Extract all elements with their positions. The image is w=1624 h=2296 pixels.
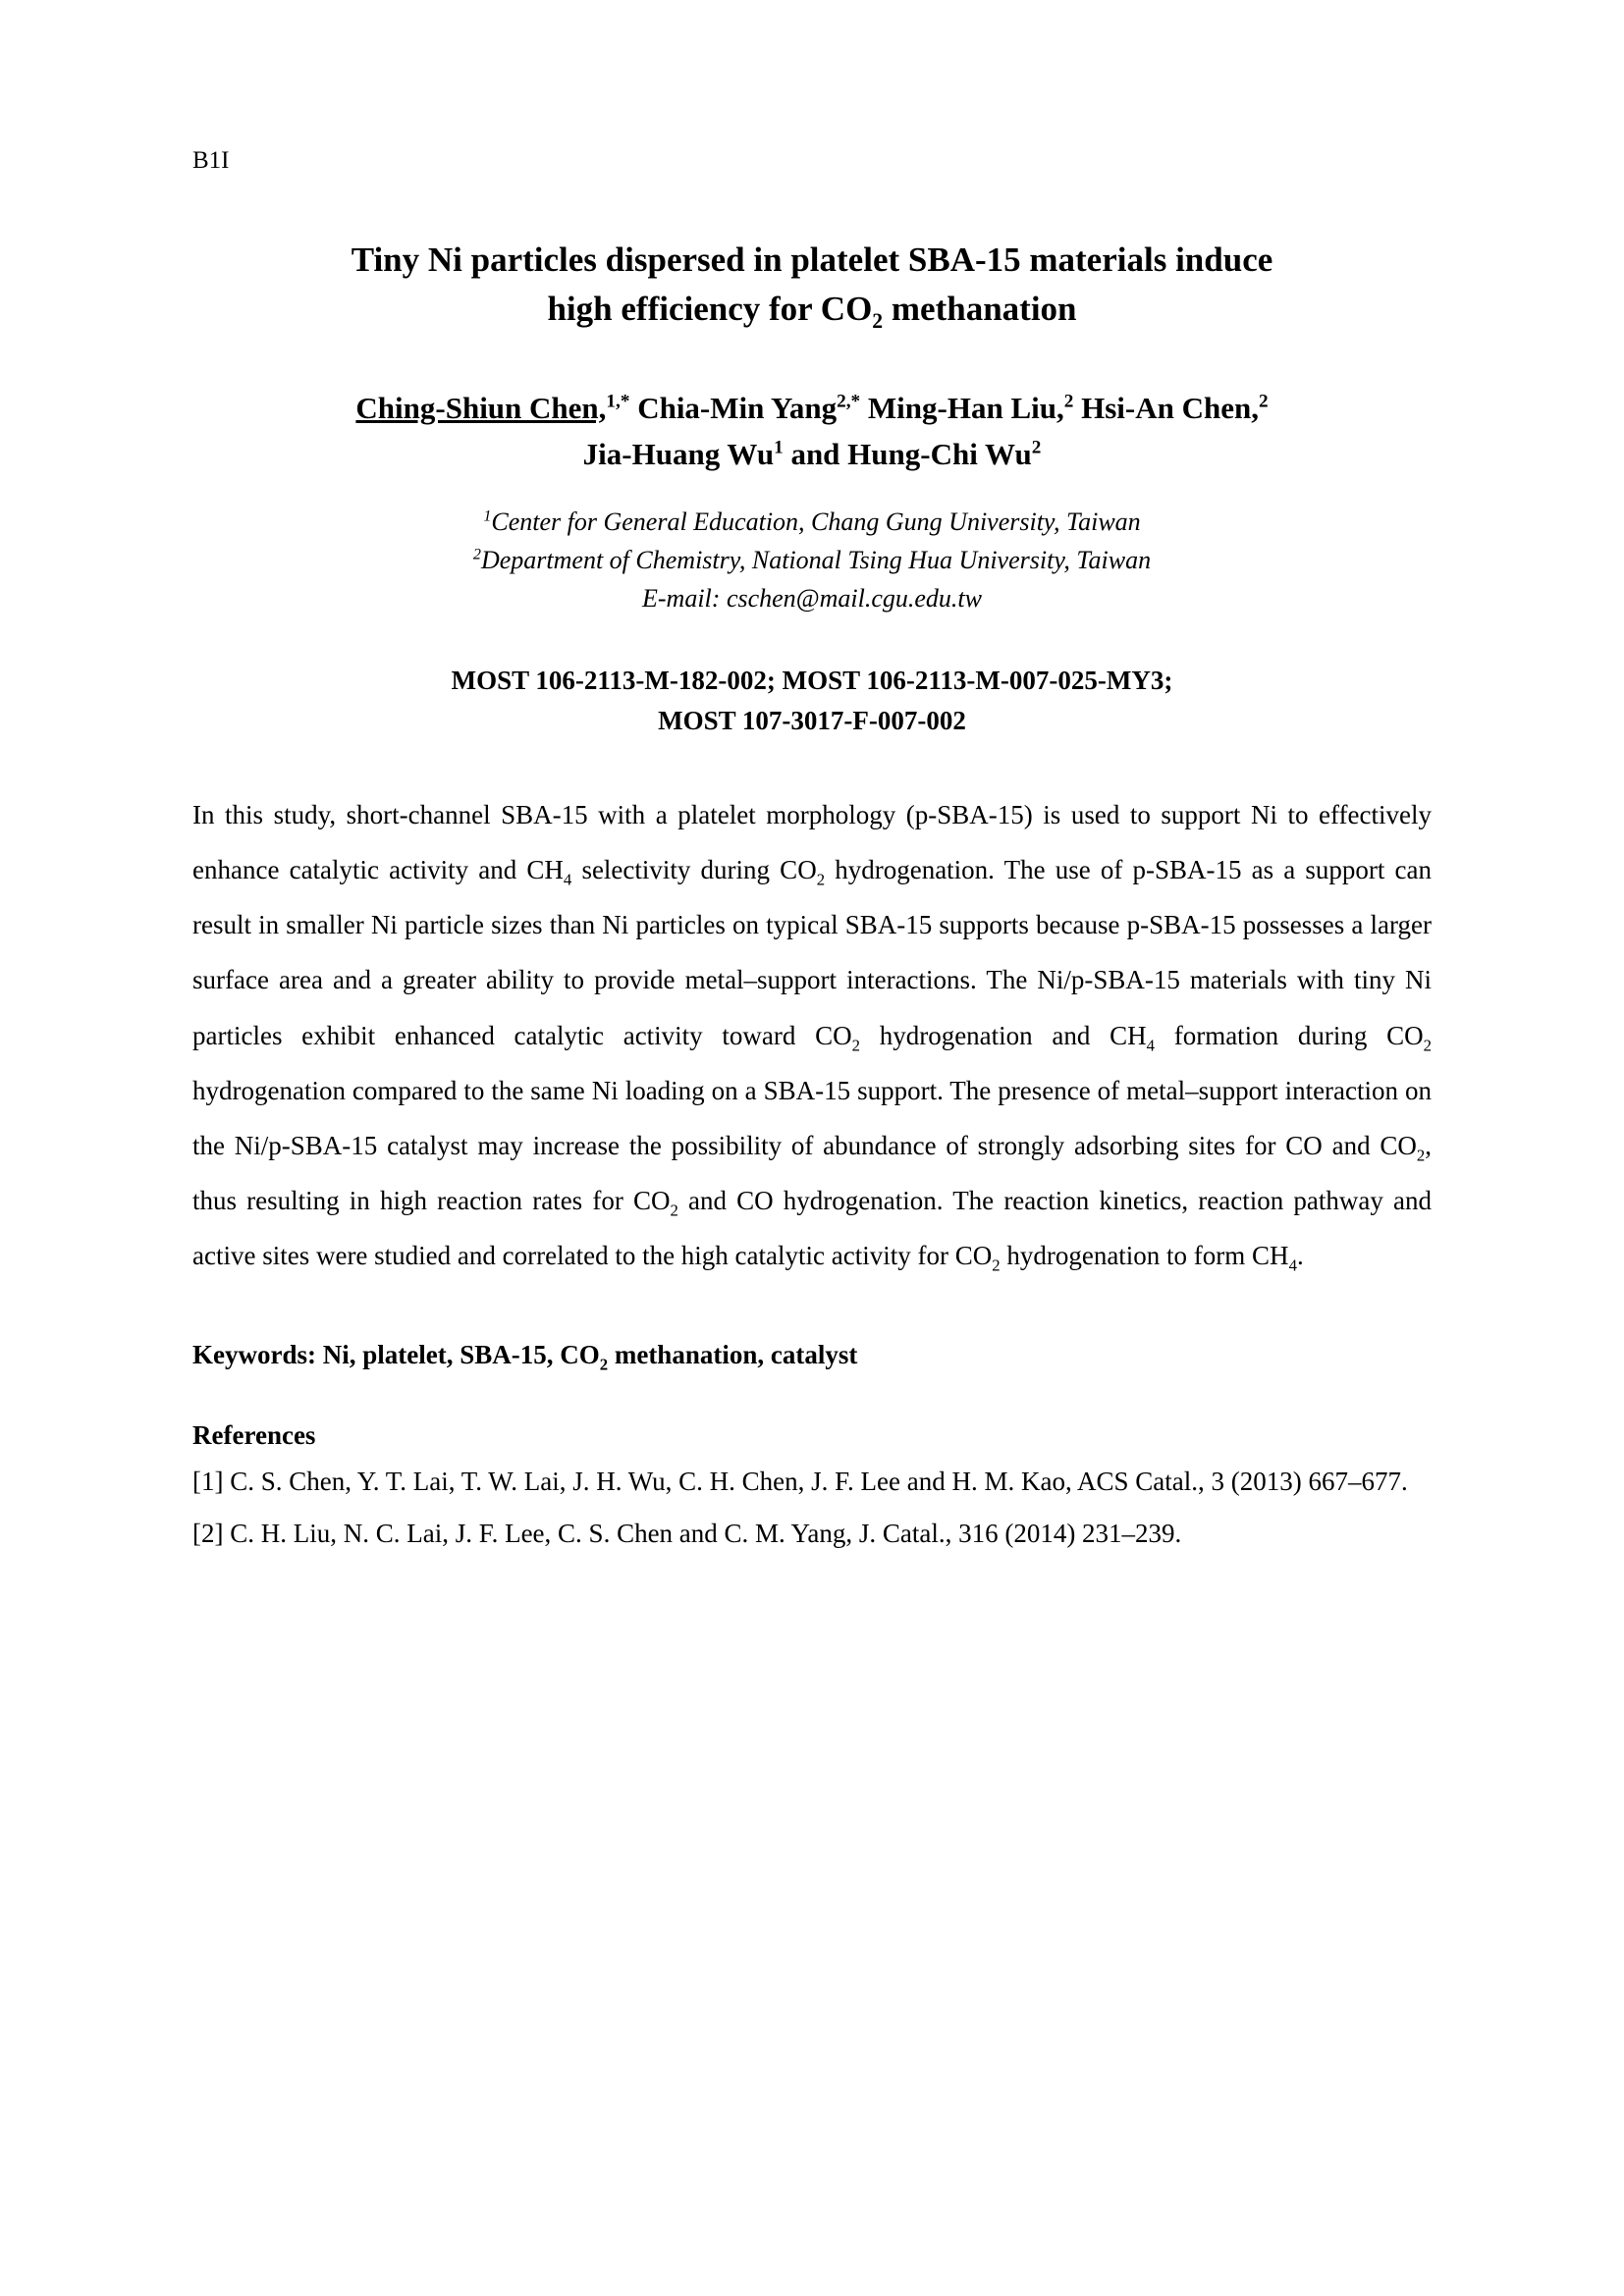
page-corner-label: B1I — [192, 147, 230, 174]
reference-item-2: [2] C. H. Liu, N. C. Lai, J. F. Lee, C. S. Chen and C. M. Yang, J. Catal., 316 (2014) 231–239. — [192, 1519, 1182, 1549]
keywords-sub: 2 — [599, 1355, 609, 1374]
page-title — [232, 236, 1392, 336]
abstract-sub-5: 2 — [1423, 1036, 1432, 1055]
affiliation-1-text: Center for General Education, Chang Gung University, Taiwan — [491, 507, 1141, 536]
affiliation-1-mark: 1 — [483, 507, 492, 525]
contact-email[interactable]: E-mail: cschen@mail.cgu.edu.tw — [642, 584, 982, 613]
affiliation-2-mark: 2 — [472, 546, 481, 563]
affiliation-1 — [192, 503, 1432, 541]
keywords-pre: Keywords: Ni, platelet, SBA-15, CO — [192, 1340, 600, 1370]
abstract-sub-3: 2 — [851, 1036, 860, 1055]
abstract-seg-2: selectivity during CO — [571, 855, 817, 885]
grant-line-1: MOST 106-2113-M-182-002; MOST 106-2113-M-007-025-MY3; — [451, 666, 1173, 695]
affiliation-2 — [192, 541, 1432, 579]
title-line-1: Tiny Ni particles dispersed in platelet SBA-15 materials induce — [351, 240, 1273, 279]
abstract-seg-4: hydrogenation and CH — [859, 1020, 1147, 1050]
author-6-affiliation-mark: 2 — [1031, 437, 1042, 458]
title-line-2-post: methanation — [883, 290, 1077, 329]
affiliation-2-text: Department of Chemistry, National Tsing Hua University, Taiwan — [480, 546, 1152, 574]
author-5-name: Jia-Huang Wu — [582, 436, 775, 471]
reference-item-1: [1] C. S. Chen, Y. T. Lai, T. W. Lai, J. H. Wu, C. H. Chen, J. F. Lee and H. M. Kao, ACS Catal., 3 (2013) 667–677. — [192, 1466, 1408, 1496]
abstract-seg-7: , thus resulting in high reaction rates for CO — [192, 1130, 1432, 1216]
grant-line-2: MOST 107-3017-F-007-002 — [658, 705, 966, 735]
abstract-sub-1: 4 — [563, 870, 572, 889]
author-1-affiliation-mark: 1,* — [606, 391, 630, 412]
author-4-name: Hsi-An Chen, — [1073, 391, 1259, 425]
author-2-name: Chia-Min Yang — [629, 391, 838, 425]
abstract-seg-3: hydrogenation. The use of p-SBA-15 as a support can result in smaller Ni particle sizes than Ni particles on typical SBA-15 supports because p-SBA-15 possesses a larger surface area and a greater ability to provide metal–support interactions. The Ni/p-SBA-15 materials with tiny Ni particles exhibit enhanced catalytic activity toward CO — [192, 855, 1433, 1050]
author-5-affiliation-mark: 1 — [774, 437, 784, 458]
author-list — [192, 386, 1432, 477]
abstract-sub-7: 2 — [670, 1201, 678, 1220]
abstract-sub-6: 2 — [1416, 1146, 1426, 1165]
keywords-post: methanation, catalyst — [608, 1340, 858, 1370]
author-4-affiliation-mark: 2 — [1258, 391, 1269, 412]
abstract-sub-2: 2 — [816, 870, 826, 889]
author-1-name: Ching-Shiun Chen, — [355, 391, 607, 425]
abstract-seg-5: formation during CO — [1154, 1020, 1424, 1050]
abstract-sub-4: 4 — [1146, 1036, 1155, 1055]
affiliation-block — [192, 503, 1432, 617]
abstract-seg-1: In this study, short-channel SBA-15 with a platelet morphology (p-SBA-15) is used to support Ni to effectively enhance catalytic activity and CH — [192, 800, 1432, 885]
abstract-seg-9: hydrogenation to form CH — [1000, 1241, 1289, 1271]
author-3-affiliation-mark: 2 — [1063, 391, 1074, 412]
abstract-seg-6: hydrogenation compared to the same Ni loading on a SBA-15 support. The presence of metal–support interaction on the Ni/p-SBA-15 catalyst may increase the possibility of abundance of strongly adsorbing sites for CO and CO — [192, 1075, 1432, 1160]
references-heading: References — [192, 1419, 316, 1450]
author-2-affiliation-mark: 2,* — [837, 391, 861, 412]
abstract-sub-8: 2 — [992, 1255, 1001, 1275]
keywords-line — [192, 1334, 1432, 1376]
author-6-name: and Hung-Chi Wu — [783, 436, 1032, 471]
abstract-seg-10: . — [1296, 1241, 1304, 1271]
abstract-seg-8: and CO hydrogenation. The reaction kinetics, reaction pathway and active sites were studied and correlated to the high catalytic activity for CO — [192, 1186, 1433, 1271]
title-subscript: 2 — [872, 309, 884, 334]
abstract-paragraph — [192, 787, 1432, 1283]
grant-numbers — [192, 661, 1432, 740]
author-3-name: Ming-Han Liu, — [860, 391, 1064, 425]
abstract-sub-9: 4 — [1288, 1255, 1297, 1275]
title-line-2-pre: high efficiency for CO — [547, 290, 873, 329]
